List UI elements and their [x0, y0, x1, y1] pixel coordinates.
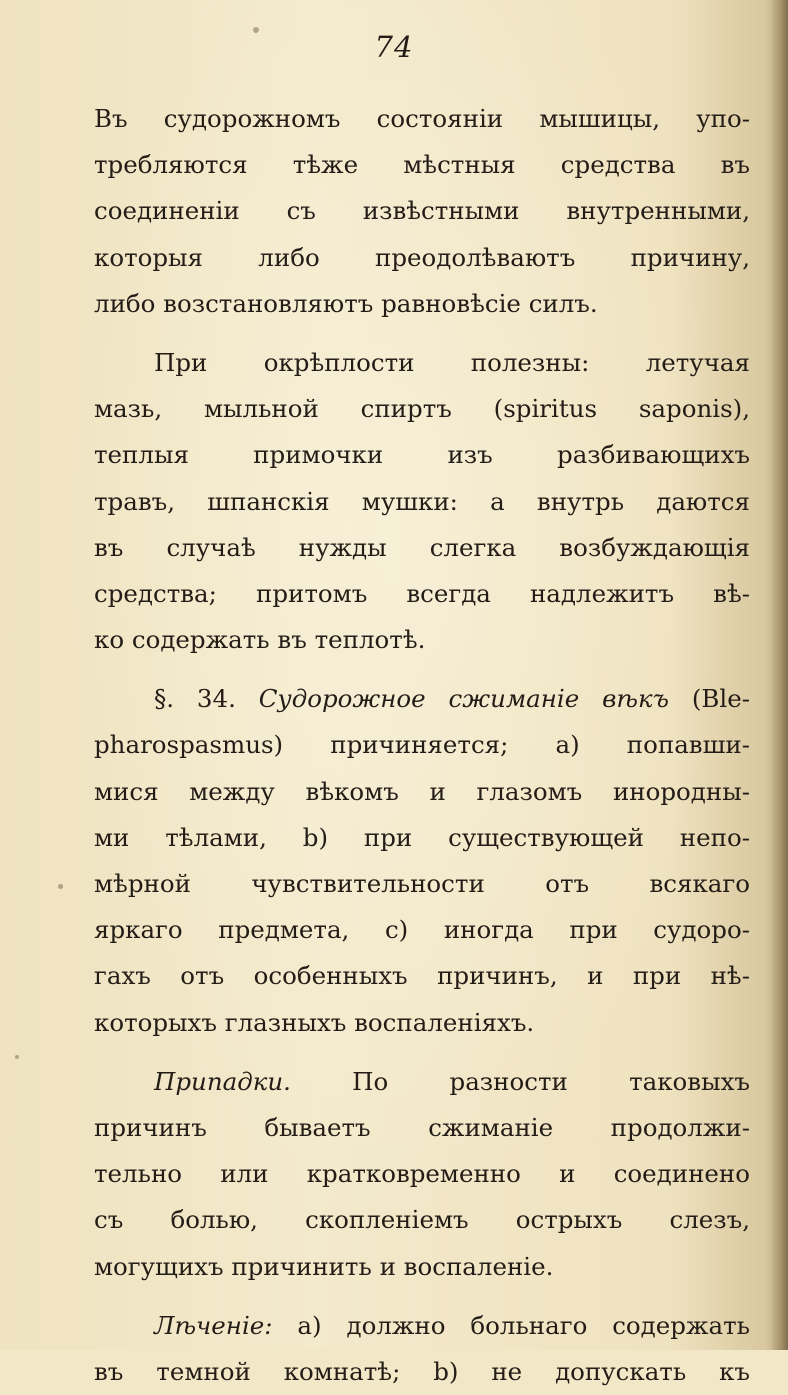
text-segment: въ темной комнатѣ; b) не допускать къ: [94, 1356, 750, 1386]
text-segment: соединеніи съ извѣстными внутренными,: [94, 196, 750, 226]
text-line: [94, 281, 750, 327]
text-segment: тельно или кратковременно и соединено: [94, 1159, 750, 1189]
text-line: [94, 1105, 750, 1151]
text-line: [94, 525, 750, 571]
text-segment: съ болью, скопленіемъ острыхъ слезъ,: [94, 1205, 750, 1235]
text-segment: ко содержать въ теплотѣ.: [94, 625, 426, 655]
text-line: [94, 1197, 750, 1243]
text-line: [94, 188, 750, 234]
text-line: [94, 1000, 750, 1046]
text-segment: По разности таковыхъ: [290, 1066, 750, 1096]
text-line: [94, 722, 750, 768]
text-segment: могущихъ причинить и воспаленіе.: [94, 1251, 554, 1281]
ink-spot: [15, 1055, 19, 1059]
text-line: [94, 1303, 750, 1349]
paragraph-gap: [94, 663, 750, 676]
page-number: 74: [374, 30, 414, 64]
text-line: [94, 479, 750, 525]
text-segment: либо возстановляютъ равновѣсіе силъ.: [94, 288, 598, 318]
body-text: [94, 96, 750, 1395]
text-line: [94, 386, 750, 432]
text-segment: средства; притомъ всегда надлежитъ вѣ-: [94, 578, 750, 608]
text-segment: pharospasmus) причиняется; a) попавши-: [94, 730, 750, 760]
text-segment: мися между вѣкомъ и глазомъ инородны-: [94, 776, 750, 806]
text-line: [94, 815, 750, 861]
page-edge-shadow: [770, 0, 788, 1350]
italic-text: Лѣченіе:: [154, 1310, 273, 1340]
text-segment: которыхъ глазныхъ воспаленіяхъ.: [94, 1007, 535, 1037]
paragraph-gap: [94, 1290, 750, 1303]
text-segment: въ случаѣ нужды слегка возбуждающія: [94, 532, 750, 562]
text-line: [94, 676, 750, 722]
text-segment: травъ, шпанскія мушки: а внутрь даются: [94, 486, 750, 516]
text-line: [94, 142, 750, 188]
text-line: [94, 953, 750, 999]
text-segment: a) должно больнаго содержать: [272, 1310, 750, 1340]
ink-spot: [58, 884, 63, 889]
text-line: [94, 1349, 750, 1395]
text-line: [94, 571, 750, 617]
text-segment: требляются тѣже мѣстныя средства въ: [94, 150, 750, 180]
text-line: [94, 769, 750, 815]
text-line: [94, 96, 750, 142]
text-line: [94, 235, 750, 281]
text-line: [94, 1059, 750, 1105]
text-line: [94, 861, 750, 907]
text-line: [94, 1244, 750, 1290]
text-line: [94, 1151, 750, 1197]
text-line: [94, 907, 750, 953]
text-segment: При окрѣплости полезны: летучая: [154, 347, 750, 377]
text-segment: гахъ отъ особенныхъ причинъ, и при нѣ-: [94, 961, 750, 991]
text-segment: ми тѣлами, b) при существующей непо-: [94, 822, 750, 852]
text-segment: теплыя примочки изъ разбивающихъ: [94, 440, 750, 470]
text-line: [94, 432, 750, 478]
text-segment: яркаго предмета, c) иногда при судоро-: [94, 915, 750, 945]
text-segment: мазь, мыльной спиртъ (spiritus saponis),: [94, 394, 750, 424]
paragraph-gap: [94, 327, 750, 340]
text-segment: Въ судорожномъ состояніи мышицы, упо-: [94, 104, 750, 133]
text-segment: мѣрной чувствительности отъ всякаго: [94, 869, 750, 898]
text-segment: §. 34.: [154, 684, 259, 714]
text-segment: которыя либо преодолѣваютъ причину,: [94, 242, 750, 272]
text-line: [94, 617, 750, 663]
text-segment: (Ble-: [668, 684, 750, 714]
paragraph-gap: [94, 1046, 750, 1059]
text-line: [94, 340, 750, 386]
italic-text: Припадки.: [154, 1066, 291, 1096]
italic-text: Судорожное сжиманіе вѣкъ: [258, 684, 669, 714]
text-segment: причинъ бываетъ сжиманіе продолжи-: [94, 1112, 750, 1142]
